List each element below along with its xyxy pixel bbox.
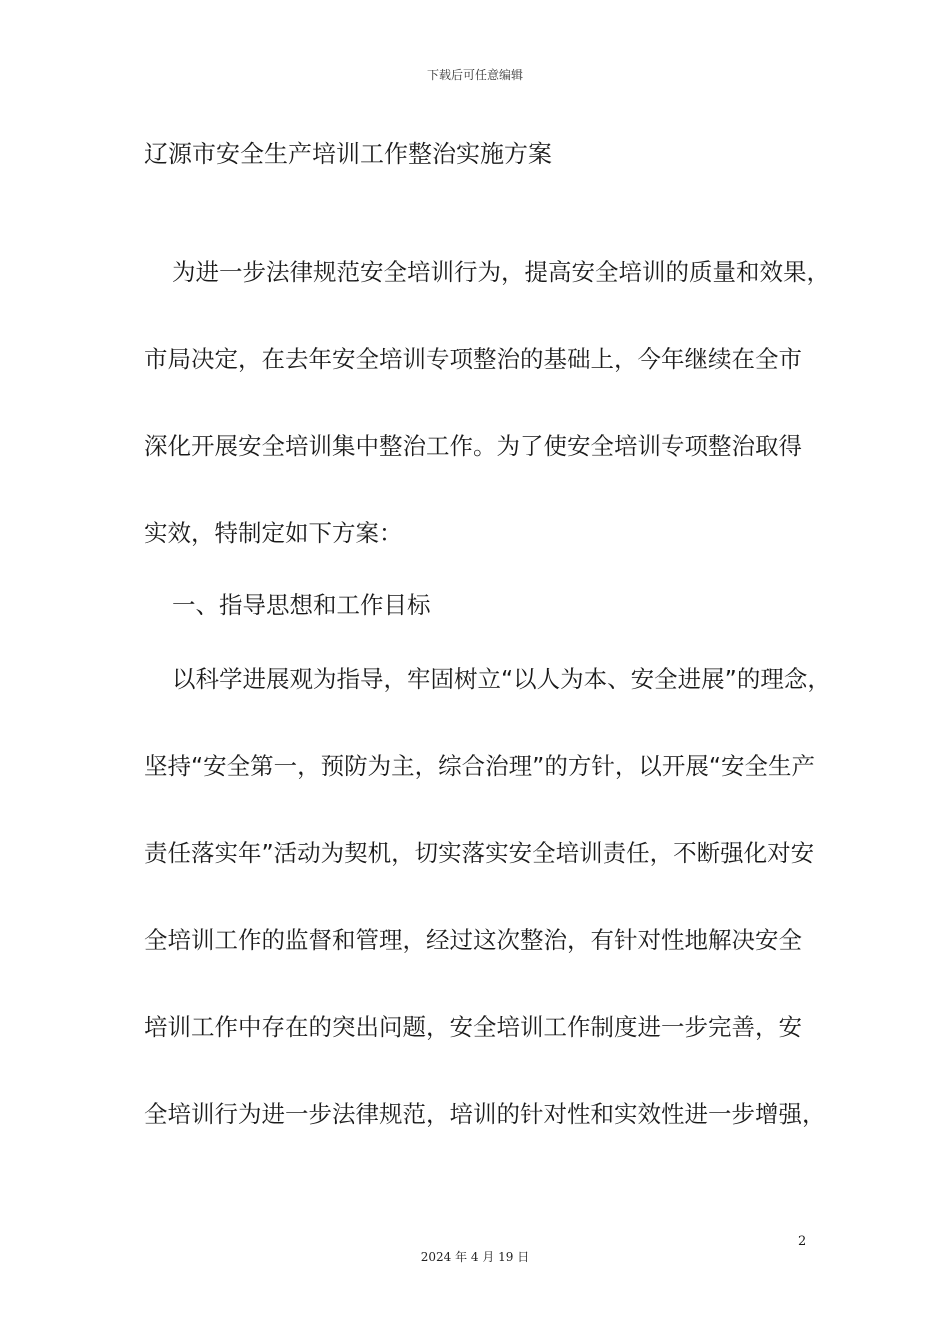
footer-date: 2024 年 4 月 19 日 xyxy=(420,1250,530,1264)
paragraph-line: 深化开展安全培训集中整治工作。为了使安全培训专项整治取得 xyxy=(144,432,802,460)
paragraph-line: 全培训工作的监督和管理，经过这次整治，有针对性地解决安全 xyxy=(144,926,802,954)
section-heading: 一、指导思想和工作目标 xyxy=(172,591,431,619)
document-title: 辽源市安全生产培训工作整治实施方案 xyxy=(144,140,552,168)
paragraph-line: 市局决定，在去年安全培训专项整治的基础上，今年继续在全市 xyxy=(144,345,802,373)
paragraph-line: 实效，特制定如下方案： xyxy=(144,519,403,547)
paragraph-line: 以科学进展观为指导，牢固树立“以人为本、安全进展”的理念， xyxy=(172,665,831,693)
paragraph-line: 全培训行为进一步法律规范，培训的针对性和实效性进一步增强， xyxy=(144,1100,826,1128)
paragraph-line: 坚持“安全第一，预防为主，综合治理”的方针，以开展“安全生产 xyxy=(144,752,816,780)
header-note: 下载后可任意编辑 xyxy=(426,68,523,82)
paragraph-line: 培训工作中存在的突出问题，安全培训工作制度进一步完善，安 xyxy=(144,1013,802,1041)
paragraph-line: 为进一步法律规范安全培训行为，提高安全培训的质量和效果， xyxy=(172,258,830,286)
page-number: 2 xyxy=(798,1234,807,1249)
paragraph-line: 责任落实年”活动为契机，切实落实安全培训责任，不断强化对安 xyxy=(144,839,815,867)
